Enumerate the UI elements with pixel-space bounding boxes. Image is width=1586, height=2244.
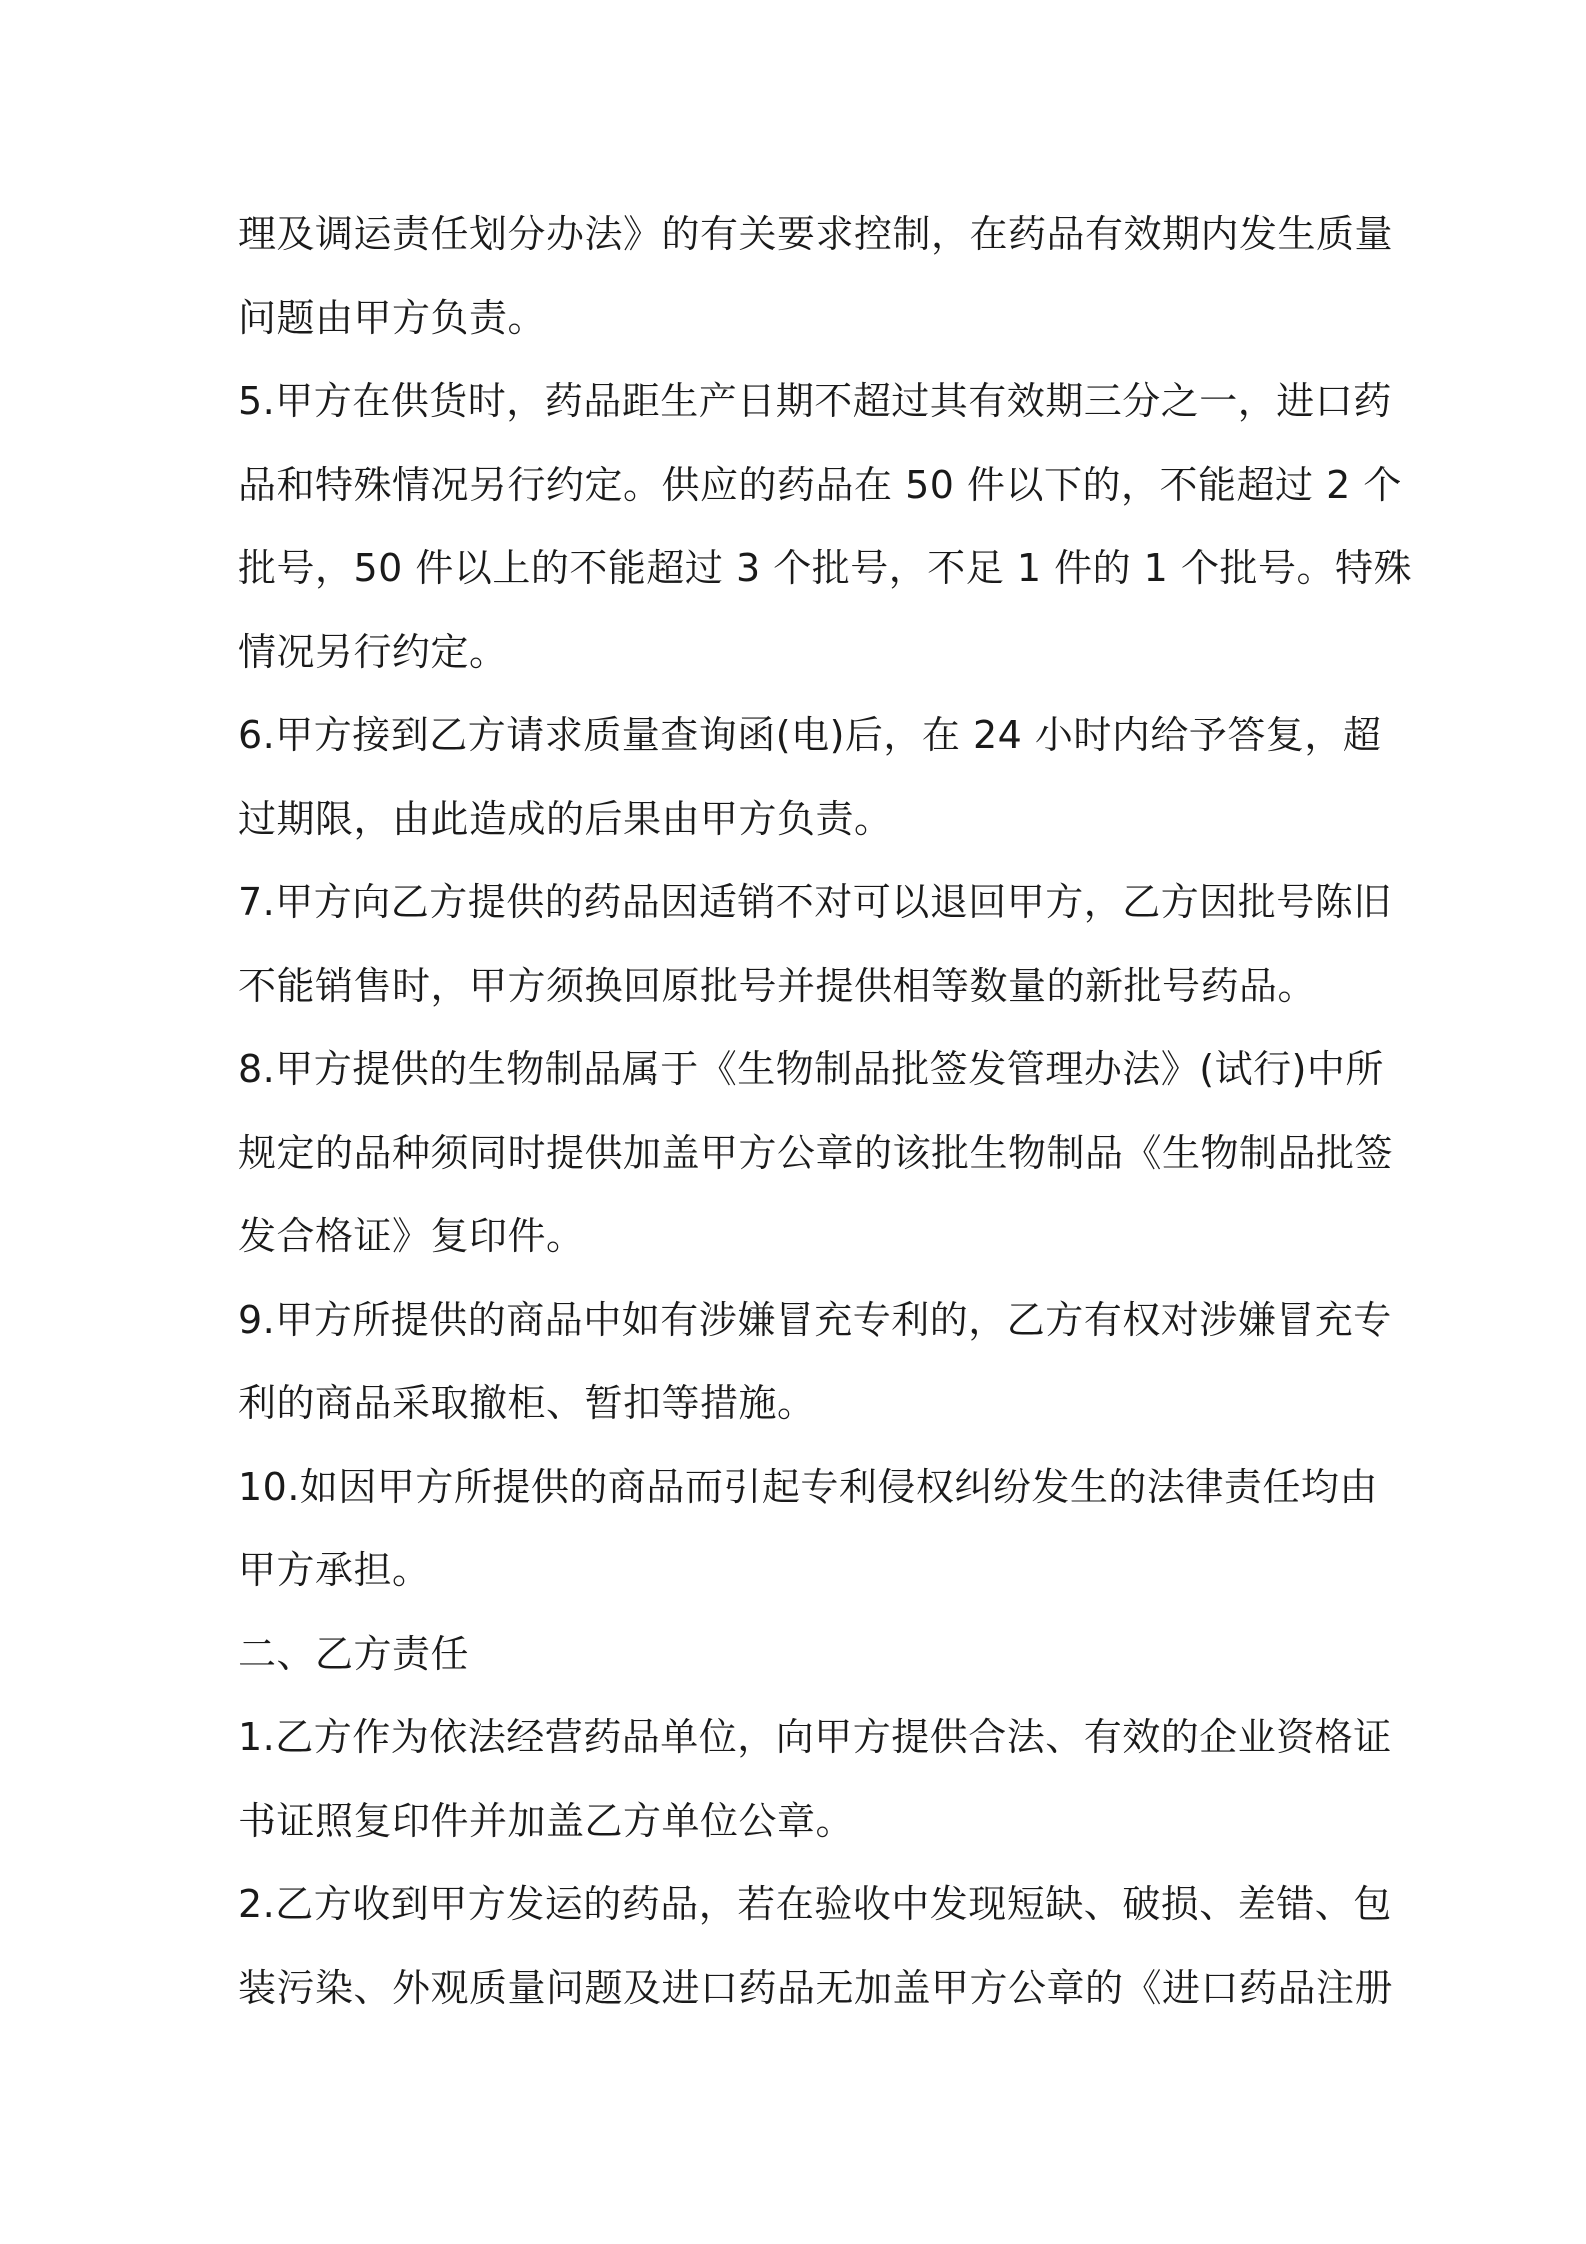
text-line: 批号，50 件以上的不能超过 3 个批号，不足 1 件的 1 个批号。特殊 xyxy=(238,546,1412,590)
document-body xyxy=(238,193,1412,2030)
text-line: 8.甲方提供的生物制品属于《生物制品批签发管理办法》(试行)中所 xyxy=(238,1047,1384,1091)
text-line: 过期限，由此造成的后果由甲方负责。 xyxy=(238,796,893,841)
text-line: 不能销售时，甲方须换回原批号并提供相等数量的新批号药品。 xyxy=(238,963,1317,1008)
text-line: 书证照复印件并加盖乙方单位公章。 xyxy=(238,1798,855,1843)
section-heading: 二、乙方责任 xyxy=(238,1631,470,1676)
text-line: 6.甲方接到乙方请求质量查询函(电)后，在 24 小时内给予答复，超 xyxy=(238,713,1382,757)
text-line: 10.如因甲方所提供的商品而引起专利侵权纠纷发生的法律责任均由 xyxy=(238,1464,1378,1509)
text-line: 1.乙方作为依法经营药品单位，向甲方提供合法、有效的企业资格证 xyxy=(238,1715,1392,1759)
text-line: 9.甲方所提供的商品中如有涉嫌冒充专利的，乙方有权对涉嫌冒充专 xyxy=(238,1297,1392,1342)
text-line: 7.甲方向乙方提供的药品因适销不对可以退回甲方，乙方因批号陈旧 xyxy=(238,880,1392,924)
text-line: 利的商品采取撤柜、暂扣等措施。 xyxy=(238,1381,816,1425)
text-line: 装污染、外观质量问题及进口药品无加盖甲方公章的《进口药品注册 xyxy=(238,1965,1394,2010)
text-line: 品和特殊情况另行约定。供应的药品在 50 件以下的，不能超过 2 个 xyxy=(238,462,1402,507)
text-line: 规定的品种须同时提供加盖甲方公章的该批生物制品《生物制品批签 xyxy=(238,1130,1394,1175)
text-line: 2.乙方收到甲方发运的药品，若在验收中发现短缺、破损、差错、包 xyxy=(238,1882,1392,1926)
text-line: 问题由甲方负责。 xyxy=(238,295,547,340)
text-line: 情况另行约定。 xyxy=(238,629,508,674)
text-line: 理及调运责任划分办法》的有关要求控制，在药品有效期内发生质量 xyxy=(238,212,1394,256)
text-line: 发合格证》复印件。 xyxy=(238,1214,585,1258)
text-line: 甲方承担。 xyxy=(238,1548,431,1592)
text-line: 5.甲方在供货时，药品距生产日期不超过其有效期三分之一，进口药 xyxy=(238,379,1392,423)
